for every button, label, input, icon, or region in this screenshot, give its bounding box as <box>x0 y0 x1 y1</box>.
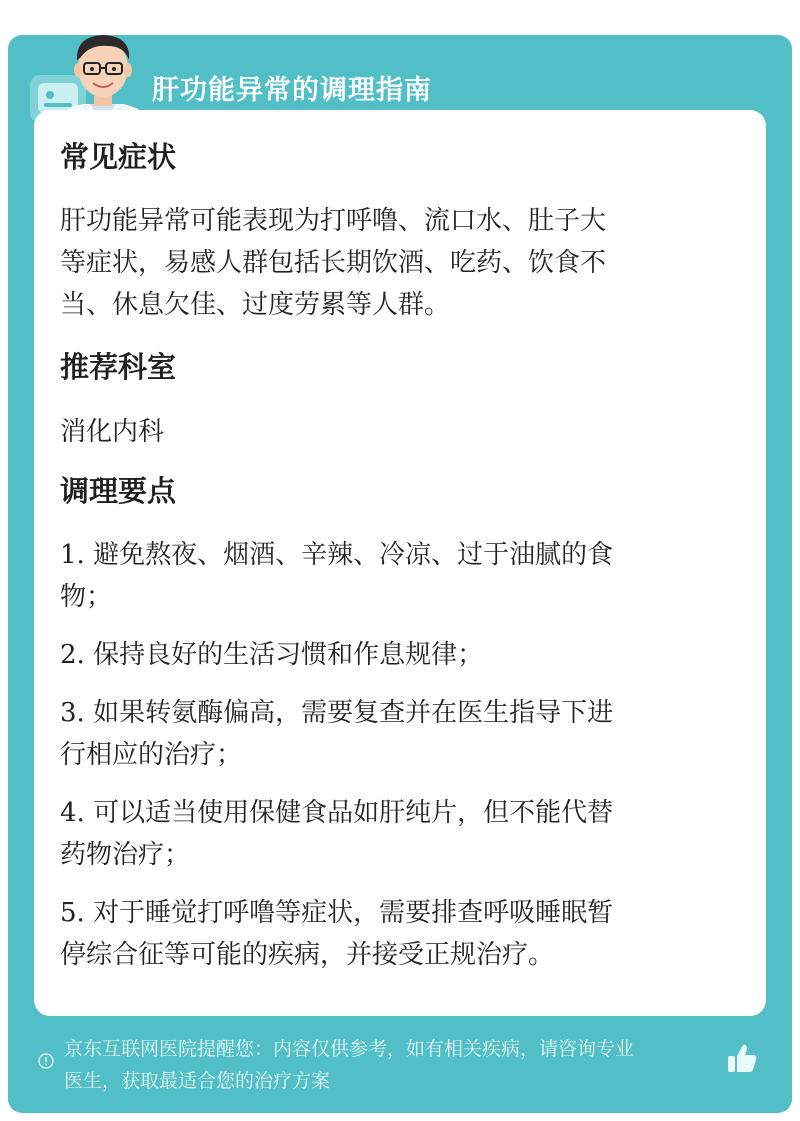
content-card <box>34 110 766 1016</box>
tip-number: 3. <box>60 698 85 728</box>
tip-number: 4. <box>60 798 85 828</box>
tip-line: 如果转氨酶偏高，需要复查并在医生指导下进 <box>93 698 614 728</box>
disclaimer-line: 医生，获取最适合您的治疗方案 <box>64 1070 331 1092</box>
tip-line: 避免熬夜、烟酒、辛辣、冷凉、过于油腻的食 <box>93 540 614 570</box>
tip-number: 1. <box>60 540 85 570</box>
guide-panel <box>8 35 792 1113</box>
tip-number: 2. <box>60 640 85 670</box>
tip-line: 行相应的治疗； <box>60 740 243 770</box>
disclaimer-line: 京东互联网医院提醒您：内容仅供参考，如有相关疾病，请咨询专业 <box>64 1038 635 1060</box>
tip-line: 停综合征等可能的疾病，并接受正规治疗。 <box>60 940 555 970</box>
symptoms-line: 等症状，易感人群包括长期饮酒、吃药、饮食不 <box>60 248 607 278</box>
tip-line: 药物治疗； <box>60 840 191 870</box>
care-tip-4 <box>60 792 730 876</box>
symptoms-section-title: 常见症状 <box>60 140 177 174</box>
care-tip-5 <box>60 892 730 976</box>
symptoms-line: 当、休息欠佳、过度劳累等人群。 <box>60 290 451 320</box>
care-tip-2 <box>60 634 730 676</box>
page-title: 肝功能异常的调理指南 <box>152 75 432 106</box>
care-tip-3 <box>60 692 730 776</box>
symptoms-text <box>60 200 730 326</box>
care-tip-1 <box>60 534 730 618</box>
info-icon <box>38 1053 54 1069</box>
tip-line: 可以适当使用保健食品如肝纯片，但不能代替 <box>93 798 614 828</box>
tip-number: 5. <box>60 898 85 928</box>
department-text: 消化内科 <box>60 417 165 447</box>
tip-line: 对于睡觉打呼噜等症状，需要排查呼吸睡眠暂 <box>93 898 614 928</box>
tip-line: 保持良好的生活习惯和作息规律； <box>93 640 484 670</box>
disclaimer-text <box>64 1033 734 1097</box>
tip-line: 物； <box>60 582 113 612</box>
department-section-title: 推荐科室 <box>60 350 177 384</box>
symptoms-line: 肝功能异常可能表现为打呼噜、流口水、肚子大 <box>60 206 607 236</box>
care-section-title: 调理要点 <box>60 474 177 508</box>
thumbs-up-icon[interactable] <box>724 1041 760 1077</box>
disclaimer-footer <box>8 1033 792 1103</box>
